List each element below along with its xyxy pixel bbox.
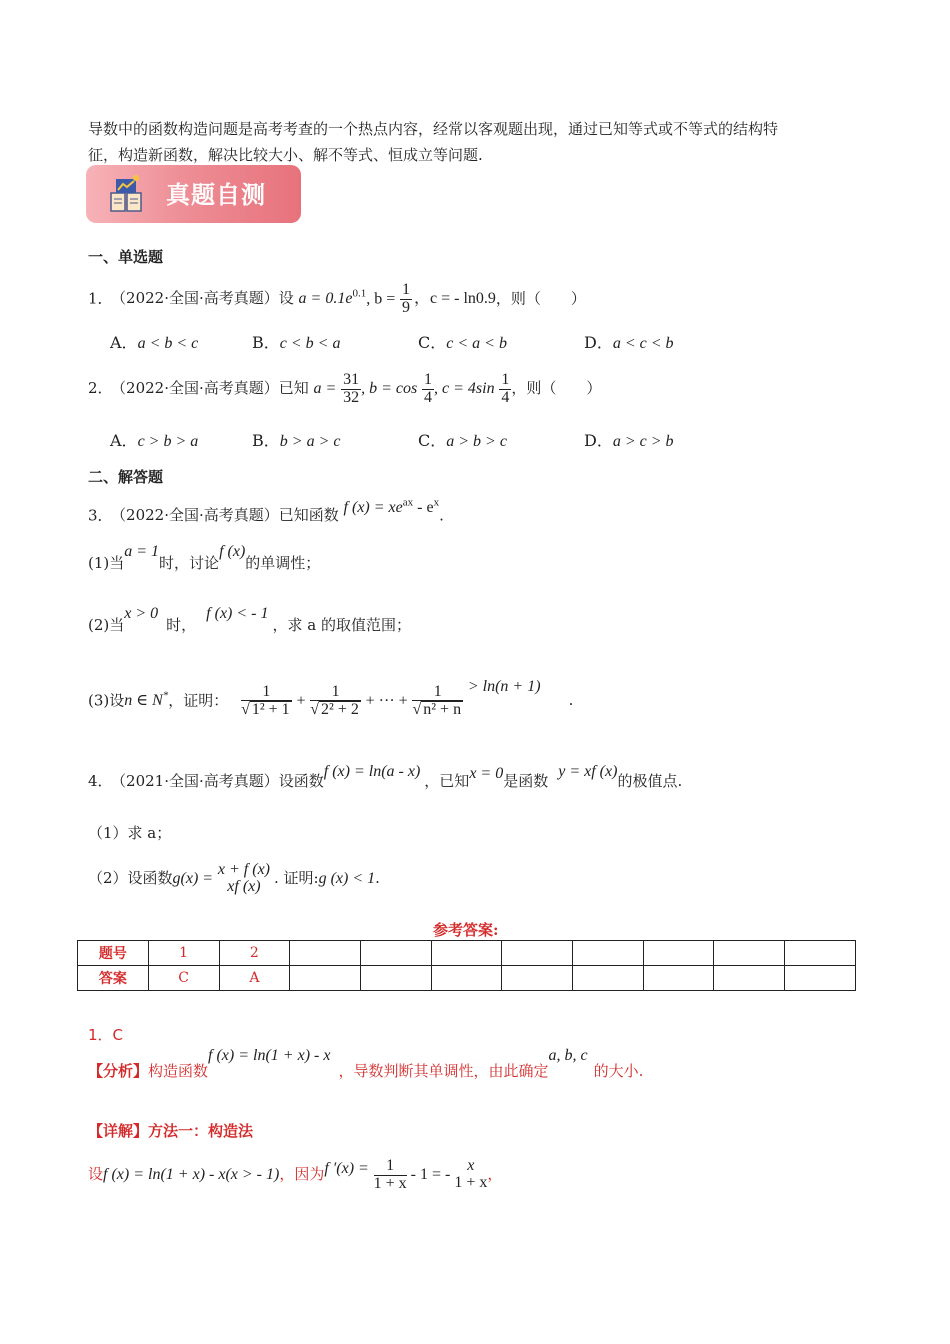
banner-title: 真题自测 [166, 181, 266, 209]
q3-part-2: (2)当x > 0时，f (x) < - 1，求 a 的取值范围； [88, 605, 411, 634]
q1-b-frac: $\frac{1}{9}$ [402, 281, 411, 316]
q4-cond: x = 0 [469, 765, 504, 782]
q3-p3-plus: + [296, 692, 306, 710]
table-cell [714, 966, 785, 991]
table-cell [643, 966, 714, 991]
table-cell [431, 941, 502, 966]
section-title-answer: 二、解答题 [88, 468, 164, 486]
q1-c-expr: ，c = - ln0.9 [414, 290, 496, 308]
question-1 [88, 276, 586, 316]
q2-option-b[interactable]: B．b > a > c [252, 431, 341, 450]
q3-p2-ineq: f (x) < - 1 [206, 605, 269, 622]
q2-b-lhs: , b = cos [361, 380, 418, 397]
sol1-analysis-func: f (x) = ln(1 + x) - x [208, 1047, 331, 1064]
table-cell: 1 [148, 941, 219, 966]
q3-p3-dots: + ··· + [365, 692, 408, 710]
q3-part-3: (3)设n ∈ N*，证明： $\frac{1}{\text{√ 1² + 1}}$ + $\frac{1}{\text{√ 2² + 2}}$ + ··· + $\frac{1}{\text{√ n² + n}}$ > ln(n + 1). [88, 678, 574, 719]
book-icon [108, 173, 144, 215]
q2-c-lhs: , c = 4sin [434, 380, 495, 397]
table-cell [573, 941, 644, 966]
question-4: 4． （2021·全国·高考真题）设函数f (x) = ln(a - x)，已知x = 0是函数y = xf (x)的极值点. [88, 763, 683, 790]
table-cell [785, 941, 856, 966]
q4-g-lhs: g(x) = [172, 870, 214, 887]
q2-number: 2． [88, 379, 113, 397]
q3-p3-set: n ∈ N* [124, 690, 169, 710]
q2-c-frac: $\frac{1}{4}$ [501, 370, 510, 406]
table-cell [502, 966, 573, 991]
table-cell [643, 941, 714, 966]
section-banner [86, 165, 301, 223]
sol1-set-func: f (x) = ln(1 + x) - x(x > - 1) [103, 1166, 280, 1183]
question-3: 3． （2022·全国·高考真题）已知函数 f $(x) = xe^{ax} - e^x$. [88, 497, 444, 525]
section-title-single-choice: 一、单选题 [88, 248, 164, 266]
table-cell [360, 941, 431, 966]
intro-line-1: 导数中的函数构造问题是高考考查的一个热点内容，经常以客观题出现，通过已知等式或不等式的结构特 [88, 120, 779, 138]
solution-1-setup: 设f (x) = ln(1 + x) - x(x > - 1)，因为f ′(x) = $\frac{1}{1 + x}$ - 1 = - x 1 + x ， [88, 1156, 503, 1192]
q1-tail: ，则（ ） [495, 289, 586, 308]
q1-option-a[interactable]: A．a < b < c [110, 333, 199, 352]
q3-function: f $(x) = xe^{ax} - e^x$ [343, 497, 440, 517]
q1-option-d[interactable]: D．a < c < b [584, 333, 674, 352]
q4-number: 4． [88, 772, 113, 790]
q3-part-1: (1)当a = 1时，讨论f (x)的单调性； [88, 543, 321, 572]
q3-p3-term-1: $\frac{1}{\text{√ 1² + 1}}$ [241, 682, 290, 719]
q3-source: （2022·全国·高考真题）已知函数 [118, 506, 339, 525]
table-cell: C [148, 966, 219, 991]
answers-title: 参考答案: [433, 921, 499, 939]
table-cell [502, 941, 573, 966]
q2-tail: ，则（ ） [511, 379, 602, 397]
table-cell [573, 966, 644, 991]
table-cell [714, 941, 785, 966]
q1-a-expr: $a = 0.1e^{0.1}$ [298, 288, 367, 308]
q1-source: （2022·全国·高考真题）设 [118, 289, 294, 308]
q2-source: （2022·全国·高考真题）已知 [118, 379, 309, 397]
q1-option-c[interactable]: C．c < a < b [418, 333, 507, 352]
q3-p3-term-2: $\frac{1}{\text{√ 2² + 2}}$ [310, 682, 359, 719]
q2-b-frac: $\frac{1}{4}$ [424, 370, 433, 406]
table-row [78, 966, 856, 991]
answers-value-label: 答案 [78, 966, 149, 991]
table-cell: A [219, 966, 290, 991]
q4-function: f (x) = ln(a - x) [323, 763, 421, 780]
q1-option-b[interactable]: B．c < b < a [252, 333, 341, 352]
q2-option-c[interactable]: C．a > b > c [418, 431, 507, 450]
table-cell [431, 966, 502, 991]
q4-g-ineq: g (x) < 1 [318, 870, 376, 887]
q1-number: 1． [88, 289, 113, 308]
table-cell: 2 [219, 941, 290, 966]
q3-p3-rhs: > ln(n + 1) [467, 678, 541, 696]
sol1-d1-frac: $\frac{1}{1 + x}$ [373, 1156, 407, 1192]
solution-1-number: 1．C [88, 1026, 124, 1044]
table-cell [360, 966, 431, 991]
answers-table [77, 940, 856, 991]
solution-1-detail: 【详解】方法一：构造法 [88, 1122, 254, 1140]
q3-p1-f: f (x) [219, 543, 246, 560]
q1-b-lhs: , b = [366, 290, 396, 308]
table-cell [290, 966, 361, 991]
intro-line-2: 征，构造新函数，解决比较大小、解不等式、恒成立等问题. [88, 146, 483, 164]
sol1-d-mid: - 1 = - [410, 1166, 451, 1183]
table-cell [785, 966, 856, 991]
q3-p2-cond: x > 0 [124, 605, 159, 622]
table-row [78, 941, 856, 966]
question-2 [88, 368, 601, 408]
q4-part-1: （1）求 a； [88, 824, 172, 842]
q2-a-lhs: a = [313, 380, 337, 397]
sol1-analysis-vars: a, b, c [548, 1047, 588, 1064]
sol1-deriv-lhs: f ′(x) = [324, 1160, 369, 1177]
q2-option-a[interactable]: A．c > b > a [110, 431, 199, 450]
q4-source: （2021·全国·高考真题）设函数 [118, 772, 324, 790]
q3-number: 3． [88, 506, 113, 525]
q4-function-2: y = xf (x) [558, 763, 618, 780]
q3-p1-cond: a = 1 [124, 543, 160, 560]
q3-p3-term-3: $\frac{1}{\text{√ n² + n}}$ [412, 682, 462, 719]
sol1-d2-frac: x 1 + x [454, 1157, 488, 1191]
q2-option-d[interactable]: D．a > c > b [584, 431, 674, 450]
q2-a-frac: $\frac{31}{32}$ [343, 370, 360, 406]
q4-g-frac: x + f (x) xf (x) [217, 861, 270, 895]
solution-1-analysis: 【分析】构造函数f (x) = ln(1 + x) - x，导数判断其单调性，由此确定a, b, c的大小. [88, 1047, 644, 1080]
q4-part-2: （2）设函数g(x) = x + f (x) xf (x) . 证明:g (x) < 1. [88, 861, 380, 895]
answers-header-label: 题号 [78, 941, 149, 966]
table-cell [290, 941, 361, 966]
